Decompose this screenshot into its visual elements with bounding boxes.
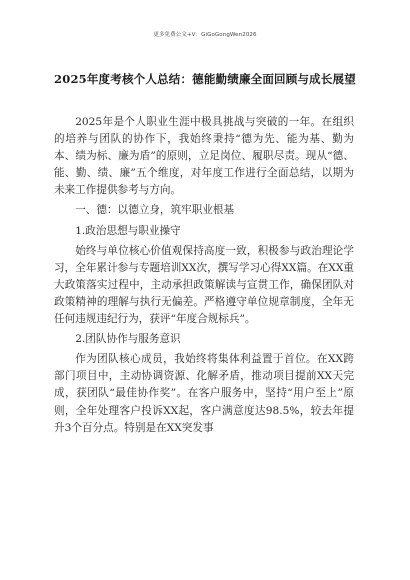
intro-paragraph: 2025年是个人职业生涯中极具挑战与突破的一年。在组织的培养与团队的协作下，我始终秉持“德为先、能为基、勤为本、绩为标、廉为盾”的原则，立足岗位、履职尽责。现从“德、能、勤、绩、廉”五个维度，对年度工作进行全面总结，以期为未来工作提供参考与方向。 bbox=[54, 116, 354, 197]
subsection-heading-1: 1.政治思想与职业操守 bbox=[75, 224, 181, 237]
section-heading: 一、德：以德立身，筑牢职业根基 bbox=[75, 204, 235, 217]
document-body bbox=[54, 114, 354, 437]
subsection-heading-2: 2.团队协作与服务意识 bbox=[75, 333, 181, 346]
document-title: 2025年度考核个人总结：德能勤绩廉全面回顾与成长展望 bbox=[54, 72, 356, 86]
body-paragraph-2: 作为团队核心成员，我始终将集体利益置于首位。在XX跨部门项目中，主动协调资源、化解矛盾，推动项目提前XX天完成，获团队“最佳协作奖”。在客户服务中，坚持“用户至上”原则，全年处理客户投诉XX起，客户满意度达98.5%，较去年提升3个百分点。特别是在XX突发事 bbox=[54, 353, 354, 434]
header-note: 更多免费公文+V：GiGoGongWen2026 bbox=[153, 32, 257, 38]
body-paragraph-1: 始终与单位核心价值观保持高度一致，积极参与政治理论学习，全年累计参与专题培训XX次，撰写学习心得XX篇。在XX重大政策落实过程中，主动承担政策解读与宣贯工作，确保团队对政策精神的理解与执行无偏差。严格遵守单位规章制度，全年无任何违规违纪行为，获评“年度合规标兵”。 bbox=[54, 244, 354, 326]
